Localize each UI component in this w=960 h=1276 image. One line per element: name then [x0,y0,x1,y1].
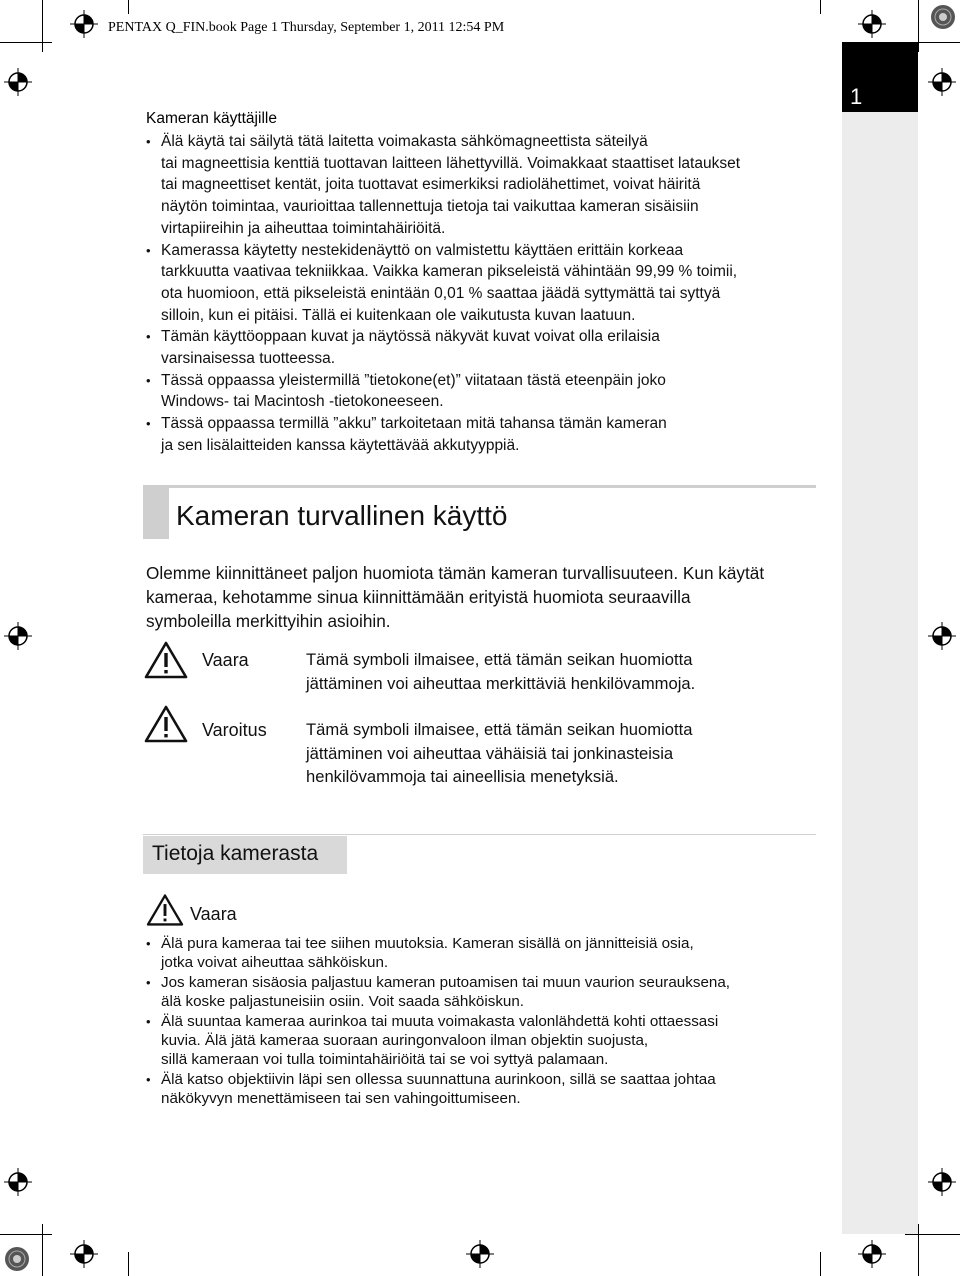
registration-mark-icon [70,1240,98,1268]
registration-mark-icon [4,622,32,650]
danger-label: Vaara [202,650,249,670]
list-item: • Kamerassa käytetty nestekidenäyttö on valmistettu käyttäen erittäin korkeaa tarkkuutta vaativaa tekniikkaa. Vaikka kameran pikseleistä vähintään 99,99 % toimii, ota huomioon, että pikseleistä enintään 0,01 % saattaa jäädä syttymättä tai syttyä silloin, kun ei pitäisi. Tällä ei kuitenkaan ole vaikutusta kuvan laatuun. [146,240,740,327]
danger-warning-icon [144,640,188,680]
registration-mark-icon [466,1240,494,1268]
registration-mark-icon [928,68,956,96]
for-users-title: Kameran käyttäjille [146,110,277,127]
caution-warning-icon [144,704,188,744]
danger-warning-icon [146,893,184,927]
list-item: • Älä pura kameraa tai tee siihen muutoksia. Kameran sisällä on jännitteisiä osia, jotka voivat aiheuttaa sähköiskun. [146,934,730,973]
book-file-header: PENTAX Q_FIN.book Page 1 Thursday, September 1, 2011 12:54 PM [108,20,505,35]
subheading-rule [143,834,816,835]
about-camera-list [146,934,730,1109]
heading-block [143,488,169,539]
color-target-icon [4,1246,30,1272]
list-item: • Älä suuntaa kameraa aurinkoa tai muuta voimakasta valonlähdettä kohti ottaessasi kuvia. Älä jätä kameraa suoraan auringonvaloon ilman objektin suojusta, sillä kameraan voi tulla toimintahäiriöitä tai se voi syttyä palamaan. [146,1012,730,1070]
chapter-number: 1 [850,84,863,109]
list-item: • Jos kameran sisäosia paljastuu kameran putoamisen tai muun vaurion seurauksena, älä koske paljastuneisiin osiin. Voit saada sähköiskun. [146,973,730,1012]
danger-description: Tämä symboli ilmaisee, että tämän seikan huomiotta jättäminen voi aiheuttaa merkittäviä henkilövammoja. [306,650,696,693]
list-item: • Tässä oppaassa termillä ”akku” tarkoitetaan mitä tahansa tämän kameran ja sen lisälaitteiden kanssa käytettävää akkutyyppiä. [146,413,740,456]
registration-mark-icon [858,10,886,38]
caution-description: Tämä symboli ilmaisee, että tämän seikan huomiotta jättäminen voi aiheuttaa vähäisiä tai jonkinasteisia henkilövammoja tai aineellisia menetyksiä. [306,720,693,787]
for-users-list [146,131,740,457]
registration-mark-icon [70,10,98,38]
about-camera-heading: Tietoja kamerasta [152,842,319,865]
list-item: • Tämän käyttöoppaan kuvat ja näytössä näkyvät kuvat voivat olla erilaisia varsinaisessa tuotteessa. [146,326,740,369]
safe-use-intro: Olemme kiinnittäneet paljon huomiota tämän kameran turvallisuuteen. Kun käytät kameraa, kehotamme sinua kiinnittämään erityistä huomiota seuraavilla symboleilla merkittyihin asioihin. [146,563,765,631]
registration-mark-icon [4,1168,32,1196]
registration-mark-icon [928,1168,956,1196]
heading-rule [143,485,816,488]
color-target-icon [930,4,956,30]
about-danger-label: Vaara [190,904,237,924]
registration-mark-icon [858,1240,886,1268]
safe-use-heading: Kameran turvallinen käyttö [176,500,508,531]
list-item: • Älä katso objektiivin läpi sen ollessa suunnattuna aurinkoon, sillä se saattaa johtaa näkökyvyn menettämiseen tai sen vahingoittumiseen. [146,1070,730,1109]
list-item: • Älä käytä tai säilytä tätä laitetta voimakasta sähkömagneettista säteilyä tai magneettisia kenttiä tuottavan laitteen lähettyvillä. Voimakkaat staattiset lataukset tai magneettiset kentät, joita tuottavat esimerkiksi radiolähettimet, voivat häiritä näytön toimintaa, vaurioittaa tallennettuja tietoja tai vaikuttaa kameran sisäisiin virtapiireihin ja aiheuttaa toimintahäiriöitä. [146,131,740,240]
chapter-sidebar [842,42,918,1234]
list-item: • Tässä oppaassa yleistermillä ”tietokone(et)” viitataan tästä eteenpäin joko Windows- tai Macintosh -tietokoneeseen. [146,370,740,413]
registration-mark-icon [928,622,956,650]
caution-label: Varoitus [202,720,267,740]
registration-mark-icon [4,68,32,96]
